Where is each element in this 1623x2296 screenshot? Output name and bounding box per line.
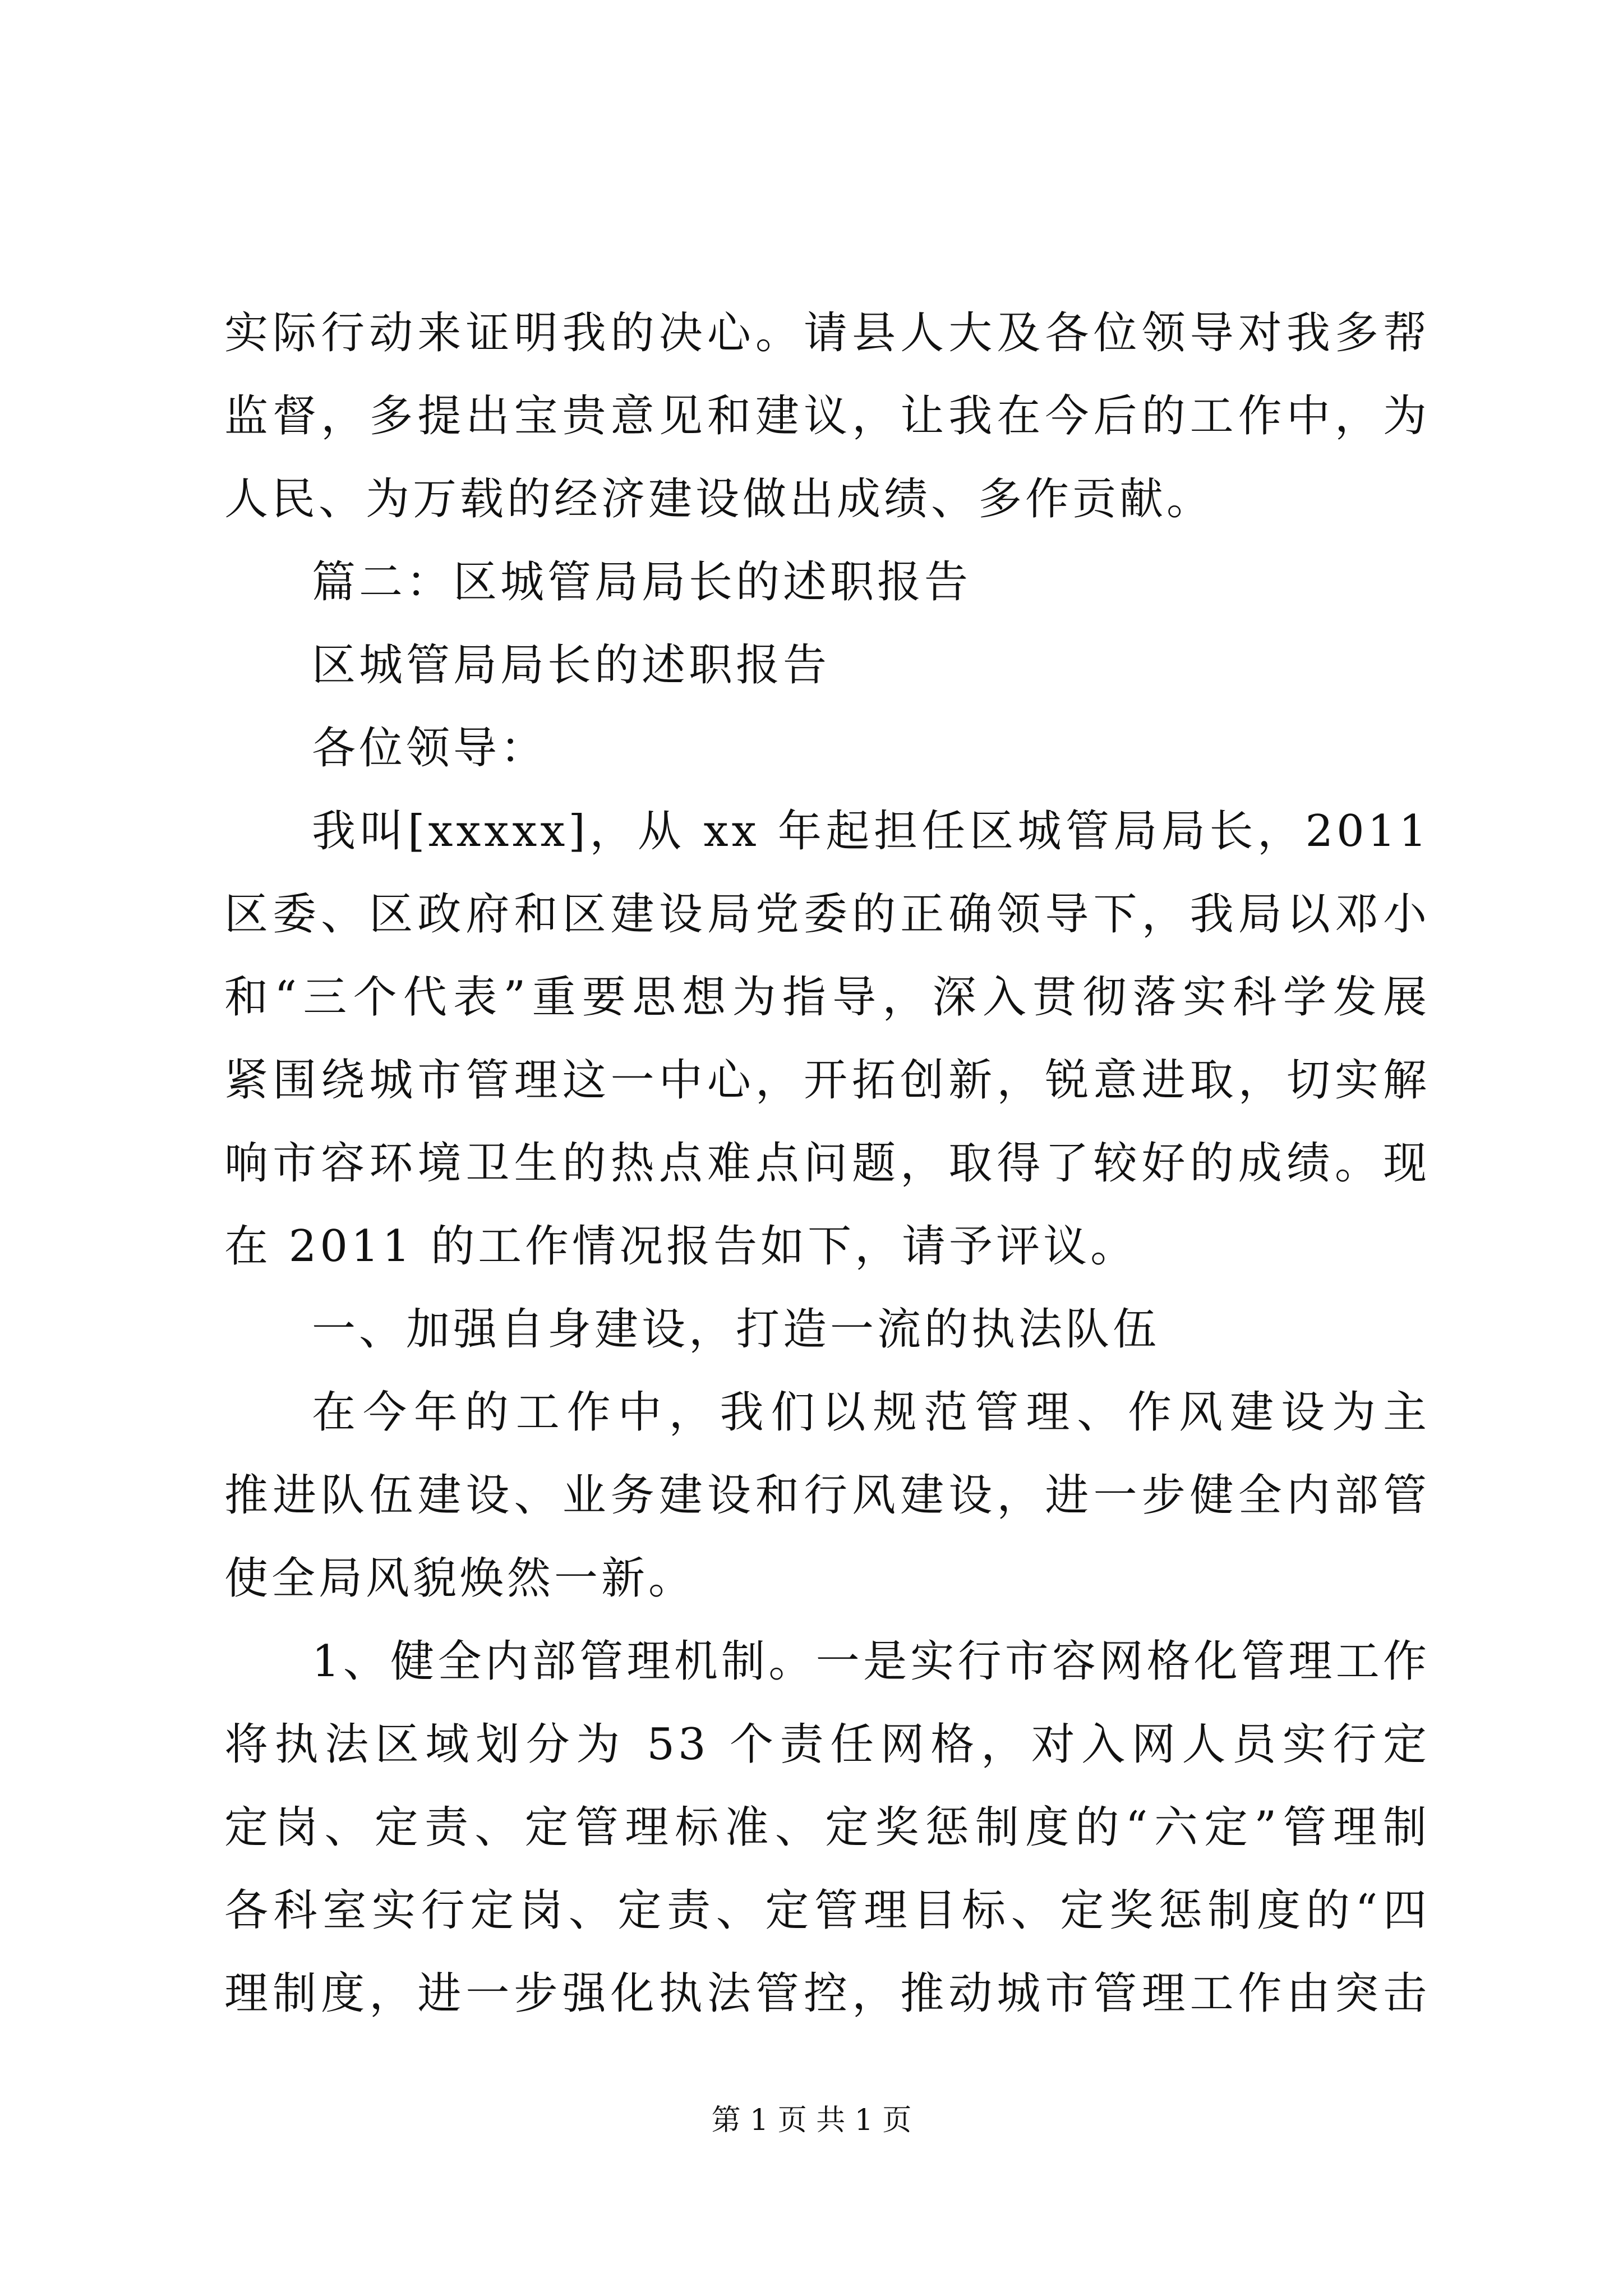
text-line: 1、健全内部管理机制。一是实行市容网格化管理工作 [312,1636,1430,1687]
text-line: 人民、为万载的经济建设做出成绩、多作贡献。 [224,474,1214,524]
text-line: 响市容环境卫生的热点难点问题，取得了较好的成绩。现 [224,1138,1430,1189]
text-line: 和“三个代表”重要思想为指导，深入贯彻落实科学发展 [224,972,1430,1023]
section-heading: 篇二：区城管局局长的述职报告 [312,557,972,608]
salutation: 各位领导： [312,723,548,774]
text-line: 定岗、定责、定管理标准、定奖惩制度的“六定”管理制 [224,1802,1430,1853]
text-line: 我叫[xxxxx]，从 xx 年起担任区城管局局长，2011 [312,806,1430,857]
report-title: 区城管局局长的述职报告 [312,640,831,691]
text-line: 在 2011 的工作情况报告如下，请予评议。 [224,1221,1138,1272]
page-footer: 第 1 页 共 1 页 [711,2104,912,2137]
text-line: 各科室实行定岗、定责、定管理目标、定奖惩制度的“四 [224,1885,1430,1936]
text-line: 将执法区域划分为 53 个责任网格，对入网人员实行定 [224,1719,1430,1770]
text-line: 理制度，进一步强化执法管控，推动城市管理工作由突击 [224,1968,1430,2019]
text-line: 使全局风貌焕然一新。 [224,1553,696,1604]
section-heading: 一、加强自身建设，打造一流的执法队伍 [312,1304,1160,1355]
text-line: 推进队伍建设、业务建设和行风建设，进一步健全内部管 [224,1470,1430,1521]
text-line: 紧围绕城市管理这一中心，开拓创新，锐意进取，切实解 [224,1055,1430,1106]
text-line: 区委、区政府和区建设局党委的正确领导下，我局以邓小 [224,889,1430,940]
document-body [224,292,1430,2035]
text-line: 实际行动来证明我的决心。请县人大及各位领导对我多帮 [224,308,1430,358]
text-line: 监督，多提出宝贵意见和建议，让我在今后的工作中，为 [224,391,1430,441]
text-line: 在今年的工作中，我们以规范管理、作风建设为主 [312,1387,1430,1438]
